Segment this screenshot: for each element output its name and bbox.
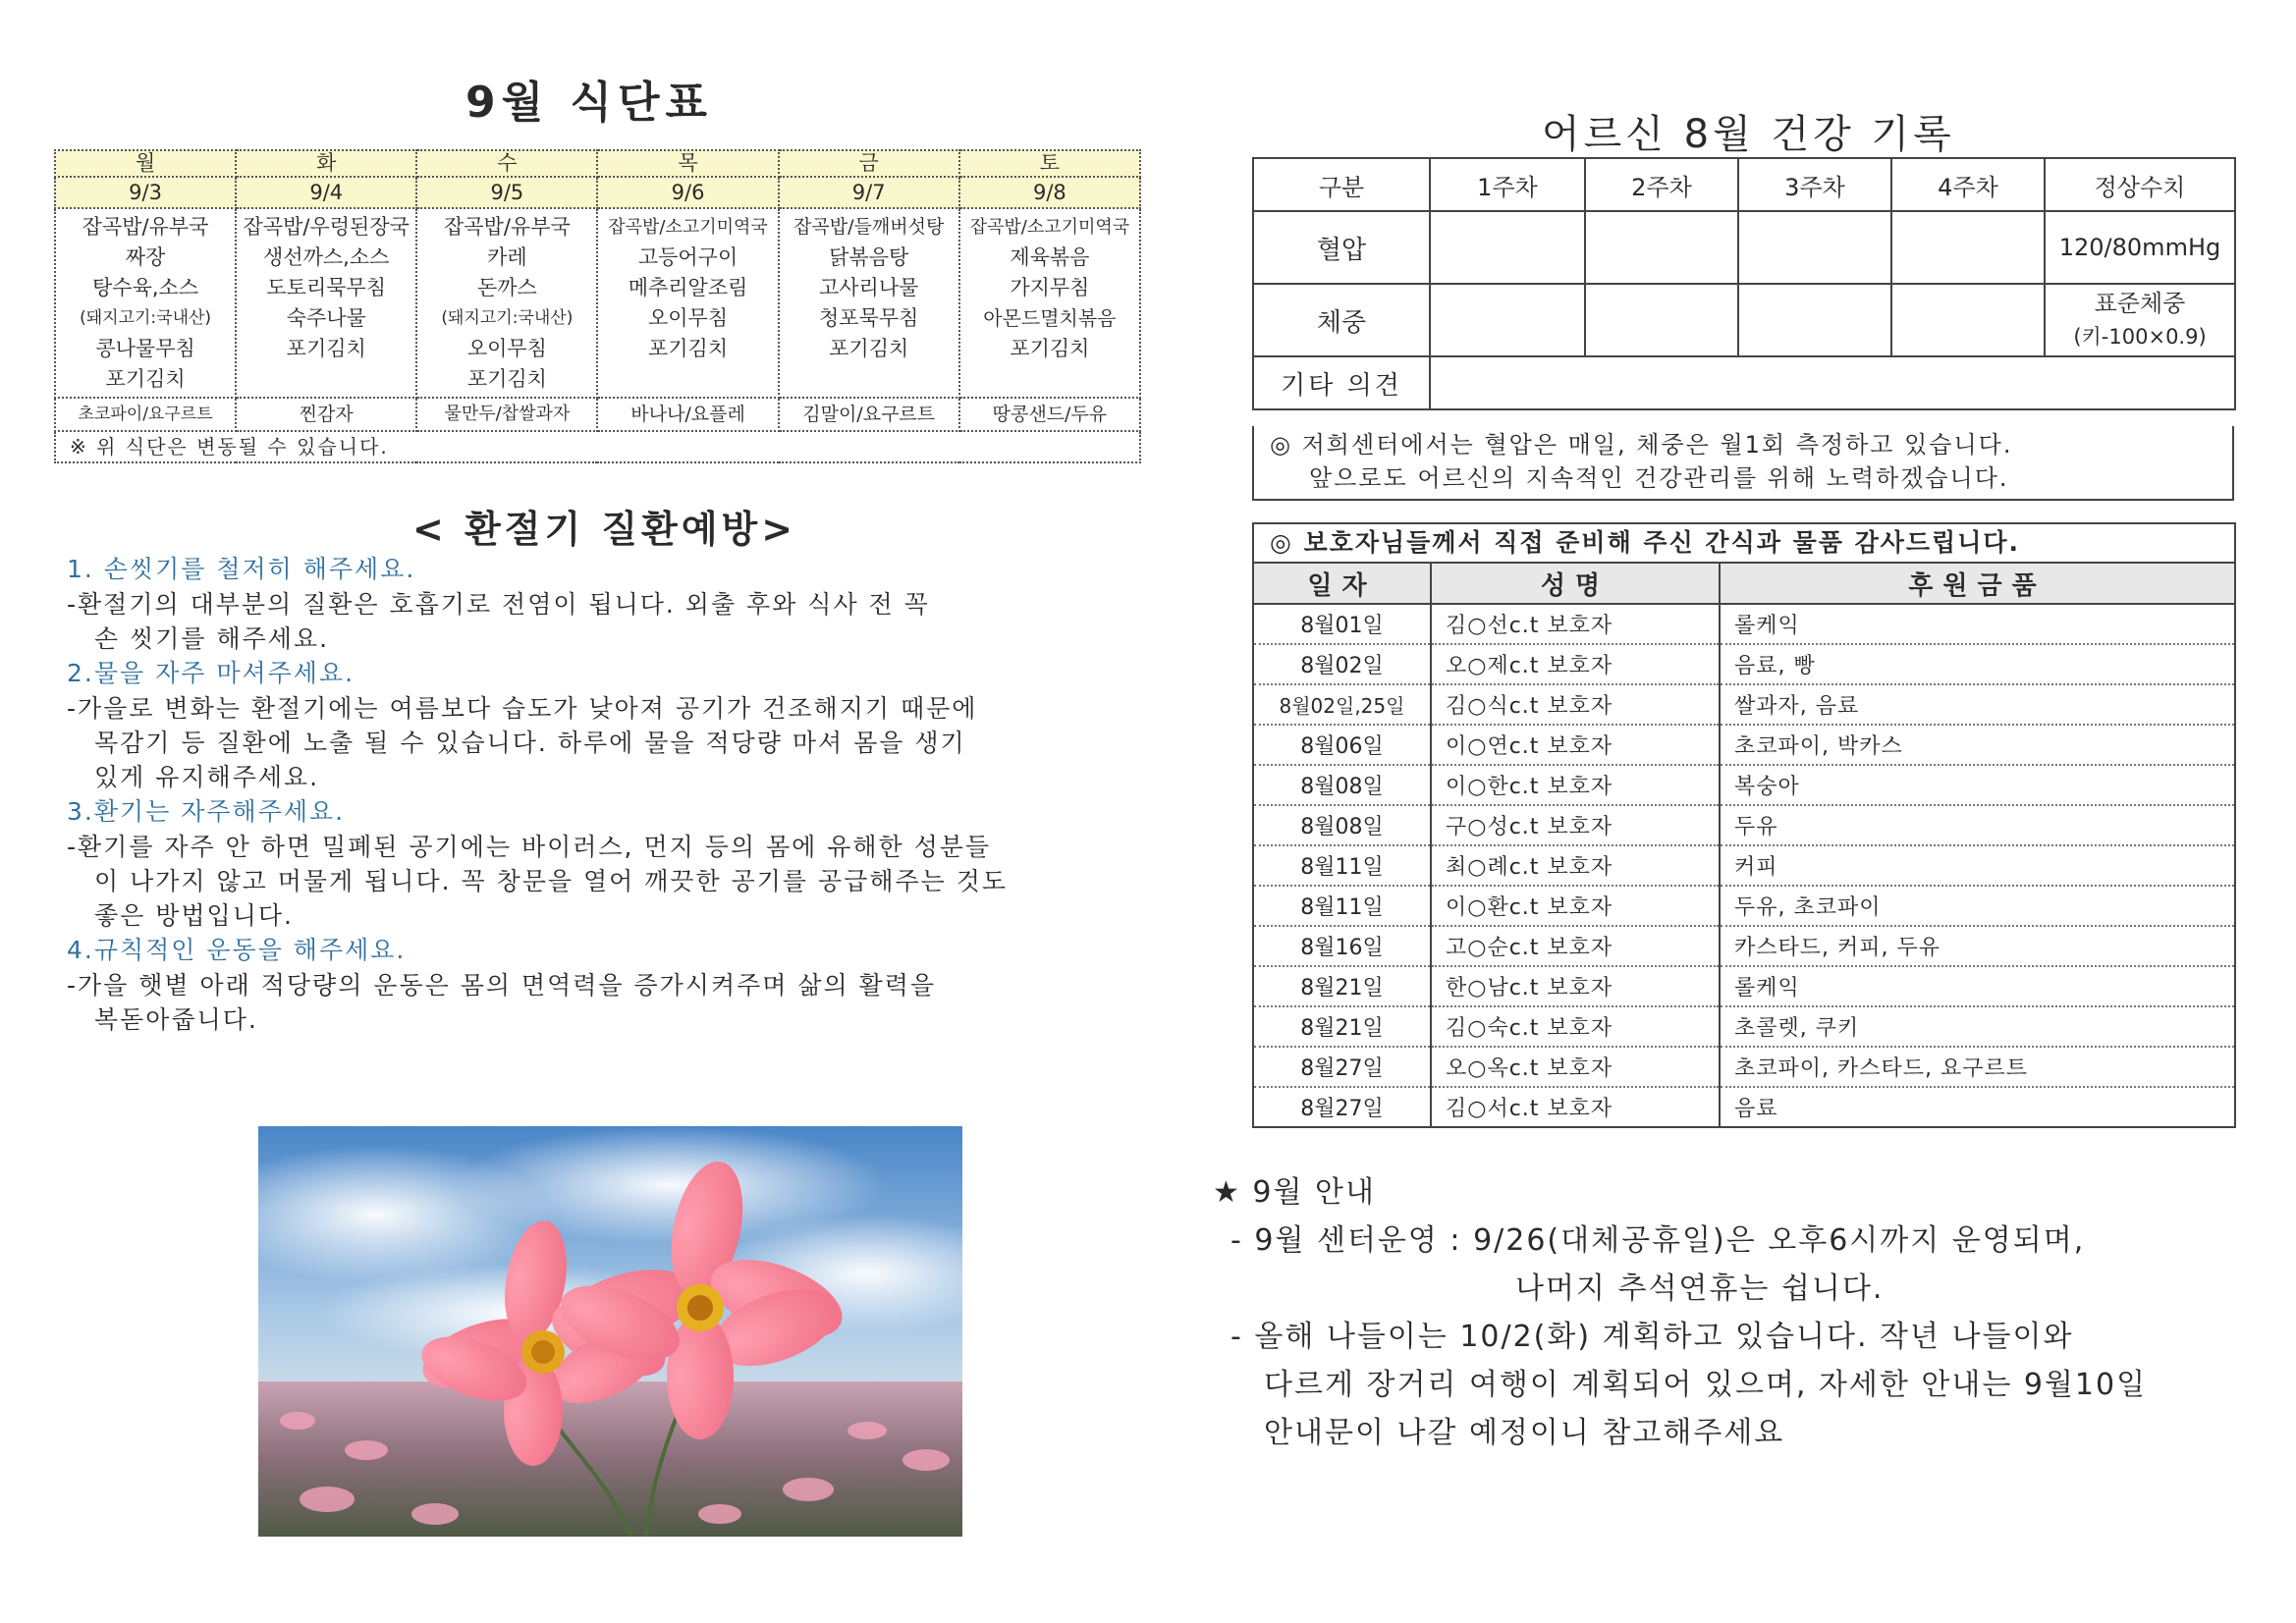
health-note-line: 앞으로도 어르신의 지속적인 건강관리를 위해 노력하겠습니다. bbox=[1309, 464, 2009, 492]
table-row bbox=[1254, 926, 2234, 966]
donation-name: 이○환c.t 보호자 bbox=[1431, 886, 1720, 926]
donation-date: 8월06일 bbox=[1254, 725, 1431, 765]
body-line: 있게 유지해주세요. bbox=[94, 763, 320, 791]
day-header: 수 bbox=[416, 150, 597, 177]
meal-cell-wed bbox=[416, 208, 597, 398]
health-title: 어르신 8월 건강 기록 bbox=[1542, 112, 1955, 157]
table-row bbox=[1254, 644, 2234, 684]
donation-box bbox=[1252, 522, 2236, 1128]
health-cell bbox=[1430, 211, 1585, 284]
health-row-label: 기타 의견 bbox=[1253, 356, 1430, 409]
donation-name: 한○남c.t 보호자 bbox=[1431, 966, 1720, 1006]
meal-item: 잡곡밥/우렁된장국 bbox=[243, 215, 410, 239]
prevention-item-body bbox=[67, 587, 1147, 656]
menu-title: 9월 식단표 bbox=[465, 78, 713, 128]
meal-item: 고등어구이 bbox=[637, 245, 738, 269]
meal-item: 짜장 bbox=[125, 245, 166, 269]
table-row bbox=[1254, 1047, 2234, 1087]
table-row bbox=[1254, 765, 2234, 805]
date-header: 9/6 bbox=[597, 177, 778, 208]
donation-date: 8월11일 bbox=[1254, 886, 1431, 926]
day-header: 토 bbox=[959, 150, 1140, 177]
notice-heading: ★ 9월 안내 bbox=[1213, 1175, 1376, 1210]
table-row bbox=[1254, 684, 2234, 725]
snack-cell: 물만두/찹쌀과자 bbox=[416, 398, 597, 431]
donation-name: 김○서c.t 보호자 bbox=[1431, 1087, 1720, 1126]
table-row bbox=[1254, 1087, 2234, 1126]
donation-date: 8월11일 bbox=[1254, 845, 1431, 886]
table-row bbox=[1254, 966, 2234, 1006]
donation-date: 8월27일 bbox=[1254, 1047, 1431, 1087]
health-row-label: 혈압 bbox=[1253, 211, 1430, 284]
health-row-other bbox=[1253, 356, 2235, 409]
donation-name: 오○제c.t 보호자 bbox=[1431, 644, 1720, 684]
meal-item: 탕수육,소스 bbox=[92, 276, 199, 299]
meal-item: (돼지고기:국내산) bbox=[80, 308, 212, 328]
meal-item: 포기김치 bbox=[829, 337, 909, 360]
donation-date: 8월08일 bbox=[1254, 765, 1431, 805]
body-line: -가을 햇볕 아래 적당량의 운동은 몸의 면역력을 증가시켜주며 삶의 활력을 bbox=[67, 971, 937, 1000]
snack-cell: 김말이/요구르트 bbox=[779, 398, 959, 431]
donation-name: 김○식c.t 보호자 bbox=[1431, 684, 1720, 725]
meal-item: 닭볶음탕 bbox=[829, 245, 909, 269]
donation-item: 초코파이, 박카스 bbox=[1720, 725, 2234, 765]
health-row-weight bbox=[1253, 284, 2235, 356]
meal-item: 콩나물무침 bbox=[95, 337, 195, 360]
meal-cell-sat bbox=[959, 208, 1140, 398]
health-normal-value bbox=[2045, 284, 2235, 356]
health-record-table bbox=[1252, 157, 2236, 410]
meal-item: (돼지고기:국내산) bbox=[441, 308, 574, 328]
prevention-item-heading: 4.규칙적인 운동을 해주세요. bbox=[67, 936, 407, 964]
meal-item: 잡곡밥/소고기미역국 bbox=[608, 217, 768, 238]
table-row bbox=[1254, 604, 2234, 644]
day-header: 금 bbox=[779, 150, 959, 177]
notice-line: 안내문이 나갈 예정이니 참고해주세요 bbox=[1264, 1416, 1785, 1450]
health-header-cell: 4주차 bbox=[1891, 158, 2045, 211]
donation-name: 오○옥c.t 보호자 bbox=[1431, 1047, 1720, 1087]
meal-item: 포기김치 bbox=[105, 367, 186, 391]
day-header: 목 bbox=[597, 150, 778, 177]
health-cell bbox=[1585, 211, 1738, 284]
donation-date: 8월01일 bbox=[1254, 604, 1431, 644]
donation-date: 8월08일 bbox=[1254, 805, 1431, 845]
snack-cell: 초코파이/요구르트 bbox=[55, 398, 236, 431]
prevention-item-heading: 2.물을 자주 마셔주세요. bbox=[67, 659, 355, 687]
notice-line: 다르게 장거리 여행이 계획되어 있으며, 자세한 안내는 9월10일 bbox=[1264, 1368, 2148, 1402]
menu-note: ※ 위 식단은 변동될 수 있습니다. bbox=[55, 431, 1140, 462]
date-header: 9/5 bbox=[416, 177, 597, 208]
meal-item: 생선까스,소스 bbox=[263, 245, 390, 269]
table-row bbox=[1254, 725, 2234, 765]
donation-date: 8월02일,25일 bbox=[1254, 684, 1431, 725]
donation-col-item: 후원금품 bbox=[1720, 564, 2234, 604]
meal-item: 숙주나물 bbox=[286, 306, 366, 330]
prevention-title: < 환절기 질환예방> bbox=[412, 508, 797, 551]
donation-name: 이○연c.t 보호자 bbox=[1431, 725, 1720, 765]
donation-item: 쌀과자, 음료 bbox=[1720, 684, 2234, 725]
donation-name: 구○성c.t 보호자 bbox=[1431, 805, 1720, 845]
prevention-item bbox=[67, 933, 1147, 1037]
snack-cell: 땅콩샌드/두유 bbox=[959, 398, 1140, 431]
meal-item: 오이무침 bbox=[466, 337, 547, 360]
health-normal-value: 120/80mmHg bbox=[2045, 211, 2235, 284]
donation-name: 고○순c.t 보호자 bbox=[1431, 926, 1720, 966]
donation-date: 8월21일 bbox=[1254, 1006, 1431, 1047]
date-header: 9/8 bbox=[959, 177, 1140, 208]
donation-item: 초코파이, 카스타드, 요구르트 bbox=[1720, 1047, 2234, 1087]
health-cell bbox=[1891, 211, 2045, 284]
health-cell bbox=[1738, 211, 1891, 284]
snack-cell: 찐감자 bbox=[236, 398, 416, 431]
donation-name: 이○한c.t 보호자 bbox=[1431, 765, 1720, 805]
health-row-label: 체중 bbox=[1253, 284, 1430, 356]
meal-cell-fri bbox=[779, 208, 959, 398]
donation-item: 음료, 빵 bbox=[1720, 644, 2234, 684]
donation-item: 롤케익 bbox=[1720, 966, 2234, 1006]
health-header-cell: 정상수치 bbox=[2045, 158, 2235, 211]
meal-item: 카레 bbox=[487, 245, 527, 269]
day-header: 월 bbox=[55, 150, 236, 177]
donation-item: 초콜렛, 쿠키 bbox=[1720, 1006, 2234, 1047]
health-header-cell: 1주차 bbox=[1430, 158, 1585, 211]
body-line: -가을로 변화는 환절기에는 여름보다 습도가 낮아져 공기가 건조해지기 때문에 bbox=[67, 694, 978, 723]
body-line: -환절기의 대부분의 질환은 호흡기로 전염이 됩니다. 외출 후와 식사 전 꼭 bbox=[67, 590, 930, 619]
donation-item: 롤케익 bbox=[1720, 604, 2234, 644]
meal-cell-mon bbox=[55, 208, 236, 398]
meal-item: 잡곡밥/들깨버섯탕 bbox=[793, 216, 945, 238]
menu-days-row bbox=[55, 150, 1140, 177]
meal-item: 가지무침 bbox=[1010, 276, 1090, 299]
menu-meals-row bbox=[55, 208, 1140, 398]
health-cell bbox=[1585, 284, 1738, 356]
health-cell bbox=[1738, 284, 1891, 356]
meal-item: 포기김치 bbox=[647, 337, 729, 360]
meal-item: 아몬드멸치볶음 bbox=[983, 306, 1117, 330]
date-header: 9/3 bbox=[55, 177, 236, 208]
prevention-item-body bbox=[67, 691, 1147, 794]
health-header-cell: 구분 bbox=[1253, 158, 1430, 211]
meal-item: 도토리묵무침 bbox=[266, 276, 387, 299]
donation-date: 8월21일 bbox=[1254, 966, 1431, 1006]
meal-item: 포기김치 bbox=[1010, 337, 1090, 360]
normal-weight-label: 표준체중 bbox=[2094, 290, 2186, 317]
donation-name: 김○숙c.t 보호자 bbox=[1431, 1006, 1720, 1047]
donation-header-row bbox=[1254, 564, 2234, 604]
menu-note-row bbox=[55, 431, 1140, 462]
donation-item: 음료 bbox=[1720, 1087, 2234, 1126]
health-header-cell: 3주차 bbox=[1738, 158, 1891, 211]
meal-item: 잡곡밥/유부국 bbox=[82, 215, 209, 239]
meal-cell-tue bbox=[236, 208, 416, 398]
table-row bbox=[1254, 845, 2234, 886]
health-row-blood-pressure bbox=[1253, 211, 2235, 284]
health-cell bbox=[1891, 284, 2045, 356]
donation-heading: ◎ 보호자님들께서 직접 준비해 주신 간식과 물품 감사드립니다. bbox=[1254, 524, 2234, 564]
health-note-line: ◎ 저희센터에서는 혈압은 매일, 체중은 월1회 측정하고 있습니다. bbox=[1270, 431, 2013, 459]
date-header: 9/7 bbox=[779, 177, 959, 208]
donation-item: 복숭아 bbox=[1720, 765, 2234, 805]
day-header: 화 bbox=[236, 150, 416, 177]
health-note bbox=[1252, 426, 2234, 501]
donation-table bbox=[1254, 564, 2234, 1126]
donation-item: 커피 bbox=[1720, 845, 2234, 886]
meal-item: 잡곡밥/유부국 bbox=[443, 215, 571, 239]
meal-item: 포기김치 bbox=[466, 367, 547, 391]
donation-item: 두유 bbox=[1720, 805, 2234, 845]
prevention-item-heading: 1. 손씻기를 철저히 해주세요. bbox=[67, 555, 416, 583]
body-line: 복돋아줍니다. bbox=[94, 1005, 258, 1034]
health-cell bbox=[1430, 284, 1585, 356]
meal-item: 포기김치 bbox=[286, 337, 366, 360]
snack-cell: 바나나/요플레 bbox=[597, 398, 778, 431]
prevention-item-heading: 3.환기는 자주해주세요. bbox=[67, 797, 346, 826]
table-row bbox=[1254, 805, 2234, 845]
meal-item: 청포묵무침 bbox=[818, 306, 919, 330]
notice-line: - 9월 센터운영 : 9/26(대체공휴일)은 오후6시까지 운영되며, bbox=[1230, 1223, 2086, 1258]
meal-item: 돈까스 bbox=[476, 276, 537, 299]
donation-item: 두유, 초코파이 bbox=[1720, 886, 2234, 926]
body-line: 목감기 등 질환에 노출 될 수 있습니다. 하루에 물을 적당량 마셔 몸을 생기 bbox=[94, 729, 966, 757]
prevention-item-body bbox=[67, 830, 1147, 933]
september-notice bbox=[1213, 1168, 2254, 1457]
body-line: 손 씻기를 해주세요. bbox=[94, 624, 330, 653]
menu-snacks-row bbox=[55, 398, 1140, 431]
health-header-row bbox=[1253, 158, 2235, 211]
donation-name: 김○선c.t 보호자 bbox=[1431, 604, 1720, 644]
menu-table bbox=[54, 149, 1141, 463]
donation-date: 8월02일 bbox=[1254, 644, 1431, 684]
body-line: 좋은 방법입니다. bbox=[94, 901, 294, 930]
meal-item: 고사리나물 bbox=[818, 276, 919, 299]
donation-col-date: 일자 bbox=[1254, 564, 1431, 604]
cosmos-flower-photo bbox=[258, 1126, 962, 1537]
meal-item: 잡곡밥/소고기미역국 bbox=[969, 217, 1130, 238]
notice-line: - 올해 나들이는 10/2(화) 계획하고 있습니다. 작년 나들이와 bbox=[1230, 1320, 2074, 1354]
meal-item: 메추리알조림 bbox=[628, 276, 748, 299]
meal-item: 제육볶음 bbox=[1010, 245, 1090, 269]
body-line: 이 나가지 않고 머물게 됩니다. 꼭 창문을 열어 깨끗한 공기를 공급해주는 것도 bbox=[94, 867, 1009, 895]
prevention-item bbox=[67, 656, 1147, 794]
notice-line: 나머지 추석연휴는 쉽니다. bbox=[1515, 1271, 1885, 1306]
meal-item: 오이무침 bbox=[647, 306, 729, 330]
table-row bbox=[1254, 1006, 2234, 1047]
date-header: 9/4 bbox=[236, 177, 416, 208]
health-header-cell: 2주차 bbox=[1585, 158, 1738, 211]
donation-date: 8월16일 bbox=[1254, 926, 1431, 966]
other-opinion-cell bbox=[1430, 356, 2235, 409]
menu-dates-row bbox=[55, 177, 1140, 208]
donation-name: 최○례c.t 보호자 bbox=[1431, 845, 1720, 886]
donation-col-name: 성명 bbox=[1431, 564, 1720, 604]
donation-item: 카스타드, 커피, 두유 bbox=[1720, 926, 2234, 966]
table-row bbox=[1254, 886, 2234, 926]
body-line: -환기를 자주 안 하면 밀폐된 공기에는 바이러스, 먼지 등의 몸에 유해한 성분들 bbox=[67, 833, 992, 861]
prevention-item bbox=[67, 794, 1147, 933]
prevention-item bbox=[67, 552, 1147, 656]
normal-weight-formula: (키-100×0.9) bbox=[2073, 325, 2207, 349]
meal-cell-thu bbox=[597, 208, 778, 398]
prevention-item-body bbox=[67, 968, 1147, 1037]
donation-date: 8월27일 bbox=[1300, 1097, 1384, 1121]
prevention-list bbox=[67, 552, 1147, 1037]
